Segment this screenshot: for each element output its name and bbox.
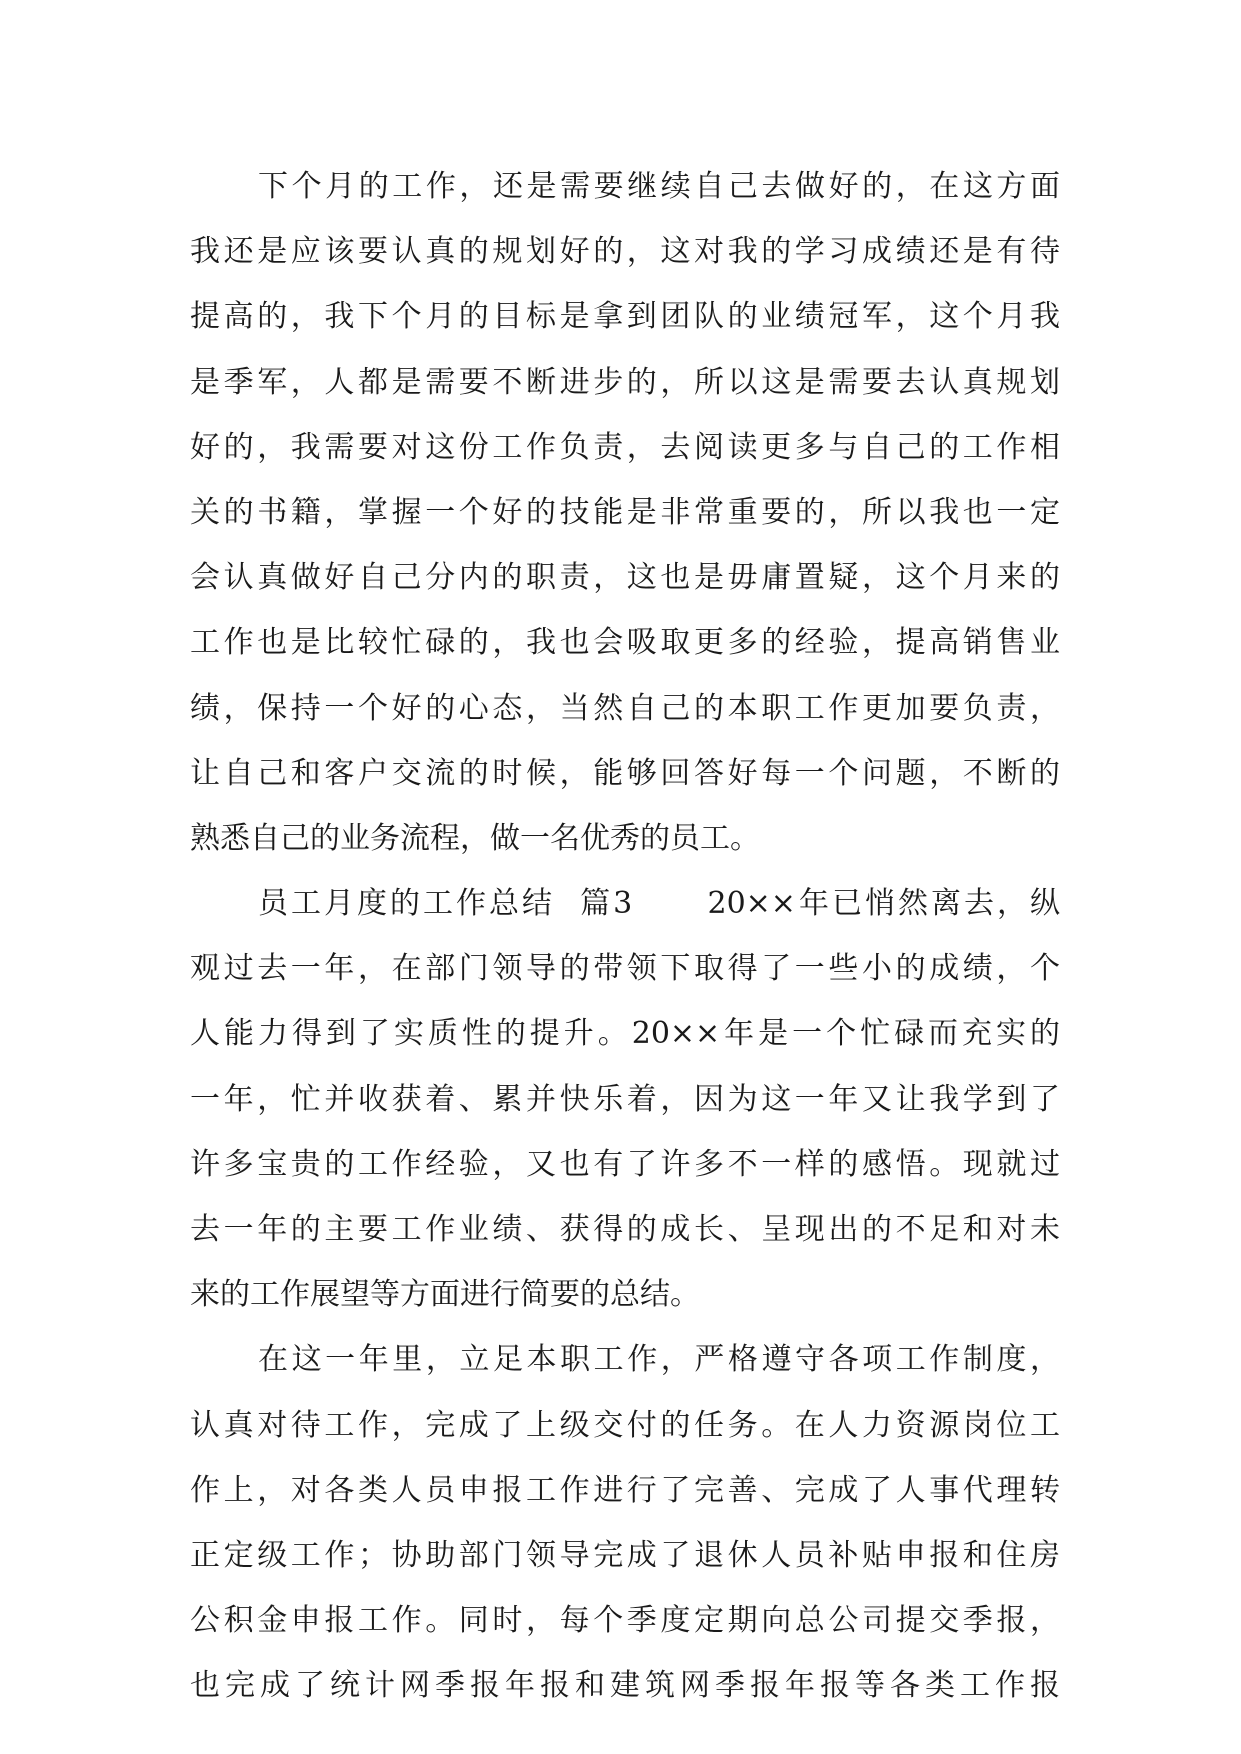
paragraph-1-line-9: 绩，保持一个好的心态，当然自己的本职工作更加要负责， — [190, 690, 1060, 726]
paragraph-1-line-3: 提高的，我下个月的目标是拿到团队的业绩冠军，这个月我 — [190, 299, 1060, 335]
paragraph-1-line-10: 让自己和客户交流的时候，能够回答好每一个问题，不断的 — [190, 755, 1060, 791]
paragraph-2-line-1: 员工月度的工作总结 篇3 20××年已悄然离去，纵 — [258, 886, 1060, 922]
paragraph-1-line-6: 关的书籍，掌握一个好的技能是非常重要的，所以我也一定 — [190, 494, 1060, 530]
paragraph-3-line-3: 作上，对各类人员申报工作进行了完善、完成了人事代理转 — [190, 1472, 1060, 1508]
paragraph-3-line-5: 公积金申报工作。同时，每个季度定期向总公司提交季报， — [190, 1603, 1060, 1639]
paragraph-1-line-5: 好的，我需要对这份工作负责，去阅读更多与自己的工作相 — [190, 429, 1060, 465]
paragraph-2-line-7: 来的工作展望等方面进行简要的总结。 — [190, 1277, 700, 1313]
paragraph-3-line-1: 在这一年里，立足本职工作，严格遵守各项工作制度， — [258, 1342, 1060, 1378]
paragraph-1-line-4: 是季军，人都是需要不断进步的，所以这是需要去认真规划 — [190, 364, 1060, 400]
paragraph-1-line-8: 工作也是比较忙碌的，我也会吸取更多的经验，提高销售业 — [190, 625, 1060, 661]
paragraph-1-line-7: 会认真做好自己分内的职责，这也是毋庸置疑，这个月来的 — [190, 560, 1060, 596]
paragraph-2-line-3: 人能力得到了实质性的提升。20××年是一个忙碌而充实的 — [190, 1016, 1060, 1052]
paragraph-2-line-4: 一年，忙并收获着、累并快乐着，因为这一年又让我学到了 — [190, 1081, 1060, 1117]
paragraph-3-line-4: 正定级工作；协助部门领导完成了退休人员补贴申报和住房 — [190, 1537, 1060, 1573]
paragraph-3-line-6: 也完成了统计网季报年报和建筑网季报年报等各类工作报 — [190, 1668, 1060, 1704]
paragraph-1-line-1: 下个月的工作，还是需要继续自己去做好的，在这方面 — [258, 169, 1060, 204]
paragraph-3-line-2: 认真对待工作，完成了上级交付的任务。在人力资源岗位工 — [190, 1407, 1060, 1443]
paragraph-1-line-2: 我还是应该要认真的规划好的，这对我的学习成绩还是有待 — [190, 234, 1060, 270]
paragraph-2-line-2: 观过去一年，在部门领导的带领下取得了一些小的成绩，个 — [190, 951, 1060, 987]
body-text — [190, 154, 1060, 1719]
paragraph-2-line-5: 许多宝贵的工作经验，又也有了许多不一样的感悟。现就过 — [190, 1146, 1060, 1182]
paragraph-1-line-11: 熟悉自己的业务流程，做一名优秀的员工。 — [190, 820, 760, 856]
paragraph-2-line-6: 去一年的主要工作业绩、获得的成长、呈现出的不足和对未 — [190, 1212, 1060, 1247]
